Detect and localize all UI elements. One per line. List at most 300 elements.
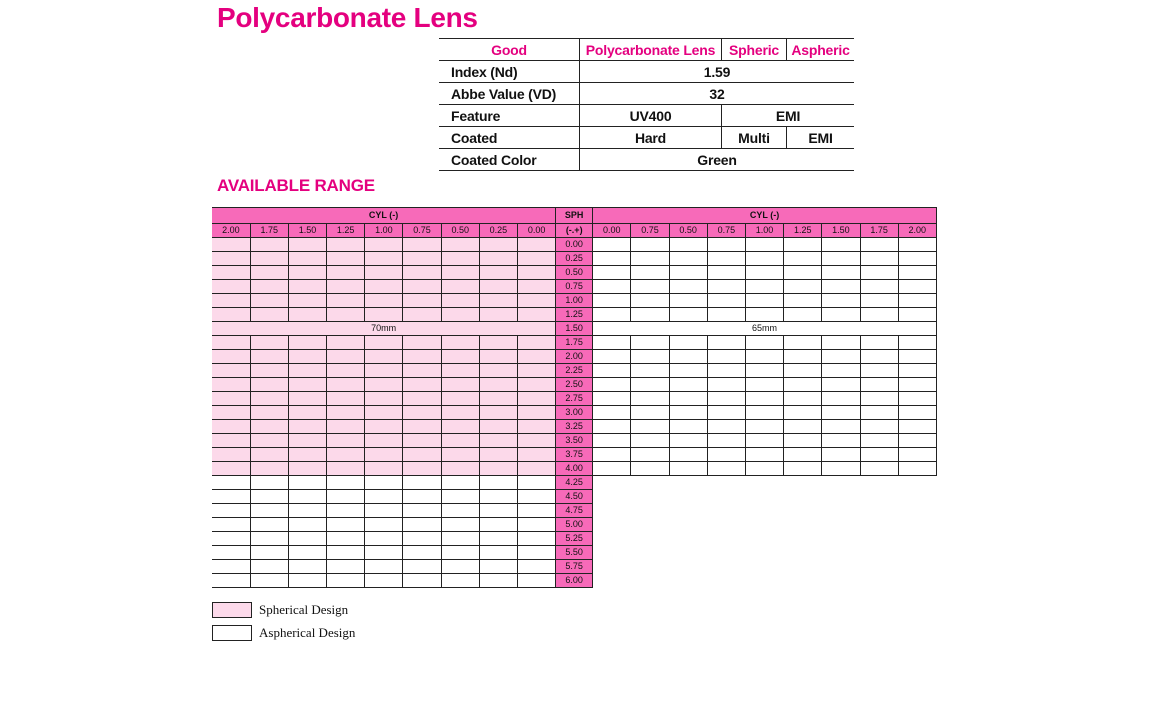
range-cell <box>860 350 898 364</box>
range-cell <box>784 350 822 364</box>
range-cell <box>593 280 631 294</box>
spec-value: Hard <box>580 127 722 149</box>
range-cell <box>327 252 365 266</box>
range-cell <box>403 448 441 462</box>
range-cell <box>669 350 707 364</box>
range-cell <box>288 238 326 252</box>
range-cell <box>212 574 250 588</box>
range-cell <box>745 420 783 434</box>
grid-row <box>212 434 936 448</box>
range-cell <box>745 434 783 448</box>
range-cell <box>212 294 250 308</box>
range-cell <box>860 364 898 378</box>
range-cell <box>707 364 745 378</box>
range-cell <box>745 462 783 476</box>
range-cell <box>518 420 556 434</box>
range-cell <box>822 392 860 406</box>
range-cell <box>784 434 822 448</box>
range-cell <box>327 406 365 420</box>
range-cell <box>250 490 288 504</box>
range-cell <box>288 392 326 406</box>
range-cell <box>250 266 288 280</box>
range-cell <box>250 546 288 560</box>
spec-value: UV400 <box>580 105 722 127</box>
range-cell <box>518 518 556 532</box>
range-cell <box>707 336 745 350</box>
range-cell <box>479 434 517 448</box>
range-cell <box>707 280 745 294</box>
range-cell <box>745 308 783 322</box>
range-cell <box>518 280 556 294</box>
range-cell <box>784 448 822 462</box>
range-cell <box>212 490 250 504</box>
range-cell <box>518 308 556 322</box>
range-cell <box>593 308 631 322</box>
range-cell <box>212 252 250 266</box>
range-cell <box>212 364 250 378</box>
sph-value-cell: 1.00 <box>556 294 593 308</box>
grid-row <box>212 546 936 560</box>
range-cell <box>288 434 326 448</box>
range-cell <box>593 448 631 462</box>
range-cell <box>669 392 707 406</box>
range-cell <box>212 504 250 518</box>
cyl-value-cell: 0.00 <box>593 224 631 238</box>
range-cell <box>631 350 669 364</box>
range-cell <box>479 364 517 378</box>
range-cell <box>479 238 517 252</box>
range-cell <box>403 280 441 294</box>
cyl-header-right: CYL (-) <box>593 208 937 224</box>
range-cell <box>479 266 517 280</box>
range-cell <box>403 518 441 532</box>
range-cell <box>745 448 783 462</box>
spec-value: 1.59 <box>580 61 855 83</box>
range-cell <box>745 280 783 294</box>
empty-area <box>593 504 937 518</box>
range-cell <box>441 518 479 532</box>
spec-row-abbe <box>439 83 854 105</box>
range-cell <box>822 420 860 434</box>
range-cell <box>327 462 365 476</box>
sph-sign: (-.+) <box>556 224 593 238</box>
range-cell <box>898 420 936 434</box>
spec-label: Index (Nd) <box>439 61 580 83</box>
range-cell <box>822 350 860 364</box>
range-cell <box>212 392 250 406</box>
spec-header-row <box>439 39 854 61</box>
range-cell <box>784 462 822 476</box>
sph-value-cell: 0.50 <box>556 266 593 280</box>
range-cell <box>212 420 250 434</box>
range-cell <box>898 336 936 350</box>
sph-value-cell: 4.25 <box>556 476 593 490</box>
legend-label: Aspherical Design <box>259 625 356 640</box>
range-cell <box>518 574 556 588</box>
grid-row <box>212 378 936 392</box>
range-cell <box>784 420 822 434</box>
range-cell <box>518 392 556 406</box>
range-cell <box>403 350 441 364</box>
range-cell <box>327 448 365 462</box>
sph-value-cell: 5.50 <box>556 546 593 560</box>
range-cell <box>784 378 822 392</box>
range-cell <box>327 560 365 574</box>
grid-row <box>212 476 936 490</box>
range-cell <box>479 560 517 574</box>
range-cell <box>365 238 403 252</box>
sph-value-cell: 3.00 <box>556 406 593 420</box>
spec-row-coated <box>439 127 854 149</box>
range-cell <box>250 448 288 462</box>
range-cell <box>898 364 936 378</box>
range-cell <box>327 434 365 448</box>
range-cell <box>288 294 326 308</box>
range-cell <box>860 420 898 434</box>
range-cell <box>403 574 441 588</box>
range-cell <box>860 252 898 266</box>
grid-row <box>212 238 936 252</box>
range-cell <box>745 350 783 364</box>
range-cell <box>441 420 479 434</box>
range-cell <box>707 294 745 308</box>
range-cell <box>327 532 365 546</box>
range-cell <box>441 560 479 574</box>
range-cell <box>327 420 365 434</box>
range-cell <box>518 532 556 546</box>
range-cell <box>860 392 898 406</box>
sph-value-cell: 1.25 <box>556 308 593 322</box>
range-cell <box>822 434 860 448</box>
sph-value-cell: 2.75 <box>556 392 593 406</box>
range-cell <box>365 280 403 294</box>
range-cell <box>707 350 745 364</box>
range-cell <box>288 532 326 546</box>
range-cell <box>212 448 250 462</box>
range-cell <box>745 378 783 392</box>
range-cell <box>479 532 517 546</box>
range-cell <box>250 350 288 364</box>
grid-header-row <box>212 208 936 224</box>
range-cell <box>518 294 556 308</box>
range-cell <box>288 364 326 378</box>
range-cell <box>593 462 631 476</box>
range-cell <box>479 490 517 504</box>
range-cell <box>403 560 441 574</box>
range-cell <box>441 294 479 308</box>
range-cell <box>707 266 745 280</box>
range-cell <box>898 252 936 266</box>
range-cell <box>327 280 365 294</box>
spec-value: EMI <box>722 105 855 127</box>
cyl-value-cell: 0.75 <box>631 224 669 238</box>
cyl-value-cell: 2.00 <box>212 224 250 238</box>
range-cell <box>822 294 860 308</box>
range-cell <box>707 462 745 476</box>
range-cell <box>212 238 250 252</box>
grid-row <box>212 392 936 406</box>
range-cell <box>707 434 745 448</box>
range-cell <box>669 406 707 420</box>
range-cell <box>250 476 288 490</box>
sph-value-cell: 0.75 <box>556 280 593 294</box>
range-cell <box>707 238 745 252</box>
range-cell <box>288 560 326 574</box>
range-cell <box>327 574 365 588</box>
range-cell <box>669 294 707 308</box>
range-cell <box>403 434 441 448</box>
range-cell <box>479 504 517 518</box>
range-cell <box>479 392 517 406</box>
spec-aspheric: Aspheric <box>787 39 855 61</box>
grid-row <box>212 532 936 546</box>
range-cell <box>288 350 326 364</box>
range-cell <box>860 294 898 308</box>
range-cell <box>327 308 365 322</box>
range-cell <box>669 420 707 434</box>
cyl-value-cell: 0.75 <box>403 224 441 238</box>
range-cell <box>288 336 326 350</box>
cyl-value-cell: 1.00 <box>745 224 783 238</box>
range-cell <box>403 420 441 434</box>
range-cell <box>403 532 441 546</box>
cyl-value-cell: 1.25 <box>784 224 822 238</box>
range-cell <box>288 280 326 294</box>
range-cell <box>631 462 669 476</box>
range-cell <box>707 448 745 462</box>
empty-area <box>593 518 937 532</box>
range-cell <box>441 350 479 364</box>
spec-value: Multi <box>722 127 787 149</box>
range-cell <box>403 266 441 280</box>
range-cell <box>707 406 745 420</box>
range-cell <box>784 336 822 350</box>
grid-row <box>212 504 936 518</box>
grid-row <box>212 294 936 308</box>
sph-value-cell: 2.25 <box>556 364 593 378</box>
sph-value-cell: 5.75 <box>556 560 593 574</box>
range-cell <box>365 406 403 420</box>
range-cell <box>822 252 860 266</box>
grid-row <box>212 462 936 476</box>
range-cell <box>822 308 860 322</box>
range-cell <box>860 336 898 350</box>
range-cell <box>365 574 403 588</box>
range-cell <box>860 280 898 294</box>
range-cell <box>631 294 669 308</box>
range-cell <box>822 238 860 252</box>
range-cell <box>250 364 288 378</box>
range-cell <box>745 364 783 378</box>
range-cell <box>441 532 479 546</box>
range-cell <box>441 448 479 462</box>
range-cell <box>784 406 822 420</box>
range-cell <box>288 518 326 532</box>
range-cell <box>822 406 860 420</box>
spec-label: Abbe Value (VD) <box>439 83 580 105</box>
range-cell <box>669 448 707 462</box>
grid-row <box>212 350 936 364</box>
range-cell <box>669 336 707 350</box>
spec-material: Polycarbonate Lens <box>580 39 722 61</box>
range-cell <box>631 266 669 280</box>
spec-spheric: Spheric <box>722 39 787 61</box>
range-cell <box>669 308 707 322</box>
range-cell <box>250 462 288 476</box>
range-cell <box>479 420 517 434</box>
range-cell <box>441 252 479 266</box>
range-cell <box>403 252 441 266</box>
range-cell <box>518 350 556 364</box>
cyl-header-left: CYL (-) <box>212 208 556 224</box>
range-cell <box>365 546 403 560</box>
range-cell <box>250 420 288 434</box>
range-cell <box>593 420 631 434</box>
range-cell <box>784 252 822 266</box>
range-cell <box>707 378 745 392</box>
range-cell <box>669 280 707 294</box>
range-cell <box>479 350 517 364</box>
range-cell <box>593 238 631 252</box>
sph-value-cell: 1.75 <box>556 336 593 350</box>
range-cell <box>822 336 860 350</box>
range-cell <box>518 504 556 518</box>
range-cell <box>518 546 556 560</box>
range-cell <box>288 266 326 280</box>
grid-row <box>212 336 936 350</box>
range-cell <box>288 490 326 504</box>
range-cell <box>441 434 479 448</box>
sph-value-cell: 6.00 <box>556 574 593 588</box>
range-cell <box>365 364 403 378</box>
sph-header: SPH <box>556 208 593 224</box>
range-cell <box>631 336 669 350</box>
range-cell <box>898 462 936 476</box>
range-cell <box>212 476 250 490</box>
range-cell <box>631 406 669 420</box>
range-cell <box>784 280 822 294</box>
spec-table <box>439 38 854 171</box>
range-cell <box>631 420 669 434</box>
range-cell <box>898 392 936 406</box>
grid-row <box>212 280 936 294</box>
range-cell <box>212 280 250 294</box>
range-cell <box>365 308 403 322</box>
grid-row <box>212 252 936 266</box>
range-cell <box>860 434 898 448</box>
range-cell <box>479 448 517 462</box>
sph-value-cell: 1.50 <box>556 322 593 336</box>
range-cell <box>288 406 326 420</box>
range-cell <box>745 294 783 308</box>
range-cell <box>860 462 898 476</box>
range-cell <box>327 546 365 560</box>
range-cell <box>518 560 556 574</box>
range-cell <box>327 518 365 532</box>
section-heading: AVAILABLE RANGE <box>217 176 375 195</box>
range-cell <box>631 364 669 378</box>
range-cell <box>441 546 479 560</box>
range-cell <box>441 238 479 252</box>
range-cell <box>784 238 822 252</box>
range-cell <box>212 350 250 364</box>
range-cell <box>518 364 556 378</box>
range-cell <box>593 392 631 406</box>
range-cell <box>745 336 783 350</box>
range-cell <box>479 518 517 532</box>
range-cell <box>212 546 250 560</box>
range-cell <box>365 252 403 266</box>
range-cell <box>250 504 288 518</box>
sph-value-cell: 0.25 <box>556 252 593 266</box>
cyl-value-cell: 1.00 <box>365 224 403 238</box>
sph-value-cell: 2.50 <box>556 378 593 392</box>
range-cell <box>288 252 326 266</box>
range-cell <box>860 378 898 392</box>
range-cell <box>288 504 326 518</box>
grid-row <box>212 364 936 378</box>
range-cell <box>898 308 936 322</box>
range-cell <box>441 336 479 350</box>
range-cell <box>441 378 479 392</box>
range-cell <box>898 350 936 364</box>
sph-value-cell: 4.00 <box>556 462 593 476</box>
range-cell <box>822 448 860 462</box>
range-cell <box>745 252 783 266</box>
range-cell <box>593 378 631 392</box>
legend-swatch <box>212 625 252 641</box>
range-cell <box>327 294 365 308</box>
range-cell <box>479 378 517 392</box>
range-cell <box>631 280 669 294</box>
range-cell <box>593 266 631 280</box>
spec-label: Feature <box>439 105 580 127</box>
range-cell <box>860 238 898 252</box>
range-cell <box>518 490 556 504</box>
range-cell <box>365 518 403 532</box>
sph-value-cell: 2.00 <box>556 350 593 364</box>
range-cell <box>288 420 326 434</box>
range-cell <box>518 476 556 490</box>
range-cell <box>365 392 403 406</box>
range-cell <box>365 420 403 434</box>
range-cell <box>631 308 669 322</box>
empty-area <box>593 532 937 546</box>
range-cell <box>212 532 250 546</box>
range-cell <box>250 434 288 448</box>
range-cell <box>288 378 326 392</box>
range-cell <box>212 462 250 476</box>
range-cell <box>403 476 441 490</box>
range-cell <box>441 504 479 518</box>
spec-grade: Good <box>439 39 580 61</box>
range-cell <box>403 504 441 518</box>
range-cell <box>479 308 517 322</box>
range-cell <box>518 448 556 462</box>
range-cell <box>327 364 365 378</box>
range-cell <box>669 266 707 280</box>
range-cell <box>327 378 365 392</box>
range-cell <box>479 252 517 266</box>
range-cell <box>212 434 250 448</box>
range-cell <box>250 518 288 532</box>
range-cell <box>631 252 669 266</box>
range-cell <box>365 378 403 392</box>
cyl-value-cell: 1.75 <box>250 224 288 238</box>
range-cell <box>784 308 822 322</box>
range-cell <box>212 266 250 280</box>
range-cell <box>822 266 860 280</box>
